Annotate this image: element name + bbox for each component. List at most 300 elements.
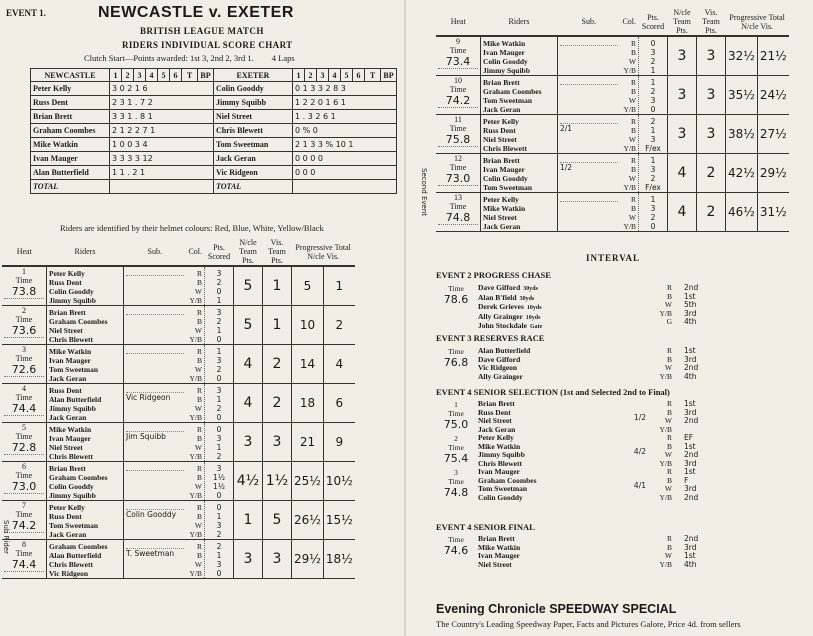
heat-sub [124,384,187,423]
selection-heat-row [436,468,756,502]
heat-time: 74.8 [438,211,478,225]
heat-rider: Ivan Mauger [49,434,91,443]
heat-time: 74.4 [4,402,44,416]
newcastle-progressive: 14 [292,345,324,384]
heat-point: F/ex [645,144,661,153]
advert-text: The Country's Leading Speedway Paper, Facts and Pictures Galore, Price 4d. from sellers [436,619,741,629]
heat-rider: Brian Brett [49,308,86,317]
heat-point: 3 [216,356,222,365]
heat-sub [124,423,187,462]
score-row [31,124,397,138]
event-rider: Niel Street [478,559,512,569]
heat-riders [481,36,558,76]
heat-points [205,306,234,345]
helmet-colour: Y/B [659,308,672,318]
heat-rider: Chris Blewett [49,452,93,461]
heat-time: 73.0 [438,172,478,186]
heat-sub-text: T. Sweetman [126,549,175,558]
heat-sub [124,501,187,540]
heat-time-label: Time [15,471,33,480]
heat-point: 2 [216,365,222,374]
event-rider: John Stockdale Gate [478,321,543,330]
rider-scores-exeter: 1 . 3 2 6 1 [293,110,397,124]
newcastle-progressive: 29½ [292,540,324,579]
heat-row [436,193,789,232]
rider-name-newcastle: Brian Brett [31,110,110,124]
event-result: 3rd [684,354,697,364]
helmet-colour: Y/B [659,458,672,468]
event-riders [476,535,566,569]
heat-cell [436,154,481,193]
visitor-progressive: 21½ [757,36,788,76]
heat-riders [47,462,124,501]
match-title: NEWCASTLE v. EXETER [98,4,294,21]
heat-points [205,266,234,306]
heat-time: 74.2 [4,519,44,533]
heat-row [436,36,789,76]
heat-rider: Colin Gooddy [49,287,94,296]
rider-name-exeter: Chris Blewett [214,124,293,138]
heat-colours [620,115,639,154]
left-page [0,0,404,636]
helmet-colour: W [194,482,202,491]
heat-rider: Russ Dent [49,278,82,287]
helmet-colour: W [628,57,636,66]
event-result: 2nd [684,363,699,372]
heat-colours [186,423,205,462]
selection-sub: 4/2 [633,446,646,456]
helmet-colour: Y/B [189,452,202,461]
helmet-colours-note: Riders are identified by their helmet colours: Red, Blue, White, Yellow/Black [60,223,324,233]
rider-name-exeter: Jimmy Squibb [214,96,293,110]
heat-number: 10 [454,76,462,85]
heat-sub-text: Colin Gooddy [126,510,177,519]
heat-point: 0 [216,491,222,500]
selection-result: 1st [684,441,696,451]
helmet-colour: Y/B [189,374,202,383]
heat-time: 72.8 [4,441,44,455]
helmet-colour: Y/B [623,144,636,153]
heat-riders [47,501,124,540]
event-time-label: Time [448,284,464,293]
heat-row [2,345,355,384]
helmet-colour: B [630,48,636,57]
selection-results [674,468,756,502]
heat-rider: Mike Watkin [49,425,92,434]
event-colours [648,284,674,332]
heat-rider: Russ Dent [483,126,516,135]
heat-row [436,115,789,154]
interval-label: INTERVAL [586,253,641,263]
visitor-team-pts: 3 [263,540,292,579]
right-page [406,0,813,636]
heat-rider: Mike Watkin [49,347,92,356]
heat-sub-text: Vic Ridgeon [126,393,171,402]
event-rider: Mike Watkin [478,542,521,552]
visitor-team-pts: 2 [263,345,292,384]
helmet-colour: B [666,441,672,451]
heat-number: 9 [456,37,460,46]
heats-table-right [436,8,789,232]
selection-result: 3rd [684,458,697,468]
heat-point: 3 [216,434,222,443]
heat-number: 11 [454,115,462,124]
heat-cell [2,462,47,501]
event-result: 2nd [684,283,699,292]
helmet-colour: W [664,450,672,459]
event-row [436,284,756,332]
event-time-cell [436,535,476,569]
heat-rider: Mike Watkin [483,204,526,213]
event-sub [566,535,648,569]
event-results [674,284,756,332]
heat-cell [436,193,481,232]
heat-sub [124,345,187,384]
heat-cell [2,423,47,462]
rider-scores-exeter: 1 2 2 0 1 6 1 [293,96,397,110]
event-time-cell [436,284,476,332]
rider-scores-newcastle: 3 3 3 3 12 [110,152,214,166]
heat-point: 1 [216,512,222,521]
heat-point: 1 [216,296,222,305]
helmet-colour: R [196,503,202,512]
heat-points [639,193,668,232]
heat-rider: Tom Sweetman [49,521,99,530]
heat-rider: Colin Gooddy [49,482,94,491]
newcastle-team-pts: 4 [234,345,263,384]
heat-rider: Jimmy Squibb [49,491,96,500]
rider-scores-exeter: 0 % 0 [293,124,397,138]
helmet-colour: R [666,399,672,408]
helmet-colour: Y/B [189,569,202,578]
heat-time-label: Time [449,46,467,55]
helmet-colour: B [630,87,636,96]
selection-sub: 4/1 [633,480,646,490]
visitor-team-pts: 2 [697,154,726,193]
heat-point: 0 [216,425,222,434]
helmet-colour: B [666,542,672,552]
heat-point: 0 [216,374,222,383]
heat-number: 7 [22,501,26,510]
event-colours [648,347,674,381]
rider-name-newcastle: Russ Dent [31,96,110,110]
selection-riders [476,400,566,434]
helmet-colour: Y/B [623,183,636,192]
event-result: 4th [684,559,697,569]
heat-point: 2 [650,174,656,183]
selection-result: EF [684,433,694,442]
helmet-colour: R [666,433,672,442]
helmet-colour: Y/B [189,296,202,305]
event-result: 3rd [684,542,697,552]
heat-time: 74.4 [4,558,44,572]
selection-rider: Niel Street [478,416,512,425]
heat-rider: Alan Butterfield [49,551,102,560]
event-rider: Alan Butterfield [478,346,531,355]
event-riders [476,347,566,381]
advert-title: Evening Chronicle SPEEDWAY SPECIAL [436,602,677,616]
helmet-colour: B [666,407,672,417]
heat-sub [124,462,187,501]
helmet-colour: Y/B [623,105,636,114]
helmet-colour: W [628,96,636,105]
score-row [31,166,397,180]
heat-number: 13 [454,193,462,202]
selection-result: 2nd [684,416,699,425]
event-result: 5th [684,300,697,309]
heat-time-label: Time [449,85,467,94]
heat-number: 5 [22,423,26,432]
heat-rider: Jack Geran [483,222,521,231]
helmet-colour: W [664,484,672,493]
heat-sub-text: 2/1 [560,124,573,133]
visitor-progressive: 29½ [757,154,788,193]
heat-point: 2 [216,542,222,551]
selection-time-label: Time [448,477,464,486]
newcastle-progressive: 18 [292,384,324,423]
heat-point: 3 [650,165,656,174]
visitor-progressive: 6 [323,384,354,423]
total-label: TOTAL [31,180,110,194]
heat-colours [620,193,639,232]
score-row [31,96,397,110]
newcastle-progressive: 26½ [292,501,324,540]
event-rider: Alan B'field 30yds [478,292,535,302]
heat-colours [186,384,205,423]
selection-result: 1st [684,399,696,408]
heat-time: 73.6 [4,324,44,338]
heat-time: 73.4 [438,55,478,69]
heat-point: 3 [216,560,222,569]
heat-points [205,423,234,462]
helmet-colour: R [196,308,202,317]
heat-rider: Graham Coombes [483,87,542,96]
event-results [674,535,756,569]
selection-rider: Graham Coombes [478,475,537,485]
heat-point: 0 [216,335,222,344]
helmet-colour: Y/B [623,66,636,75]
event-label: EVENT 1. [6,8,46,18]
heat-rider: Vic Ridgeon [49,569,89,578]
heat-point: 3 [216,386,222,395]
heat-rider: Jack Geran [49,374,87,383]
heat-point: 1 [650,195,656,204]
rider-name-exeter: Tom Sweetman [214,138,293,152]
heat-point: 0 [650,39,656,48]
event-row [436,347,756,381]
event4-table [436,400,756,502]
heat-rider: Russ Dent [49,386,82,395]
heat-rider: Niel Street [483,135,517,144]
selection-riders [476,468,566,502]
heat-point: 2 [216,317,222,326]
event-rider: Vic Ridgeon [478,363,518,372]
visitor-progressive: 24½ [757,76,788,115]
event-time: 74.6 [443,544,469,557]
heat-rider: Tom Sweetman [49,365,99,374]
heat-time-label: Time [15,315,33,324]
heat-cell [436,36,481,76]
event2-table [436,284,756,332]
heat-number: 2 [22,306,26,315]
helmet-colour: R [666,534,672,543]
event-colours [648,535,674,569]
heat-rider: Chris Blewett [483,144,527,153]
heat-riders [481,115,558,154]
selection-rider: Peter Kelly [478,433,514,442]
heat-rider: Brian Brett [49,464,86,473]
heat-row [2,384,355,423]
rider-name-exeter: Jack Geran [214,152,293,166]
newcastle-progressive: 42½ [726,154,758,193]
visitor-team-pts: 3 [697,36,726,76]
heat-point: 2 [650,57,656,66]
newcastle-team-pts: 4 [668,154,697,193]
selection-result: F [684,475,689,485]
visitor-team-pts: 3 [697,115,726,154]
score-row [31,152,397,166]
heat-row [436,76,789,115]
helmet-colour: B [196,356,202,365]
helmet-colour: R [666,346,672,355]
heat-rider: Colin Gooddy [483,57,528,66]
heat-rider: Jack Geran [49,530,87,539]
heat-cell [2,266,47,306]
heat-point: 2 [650,117,656,126]
heat-point: 3 [216,308,222,317]
helmet-colour: B [630,165,636,174]
event-rider: Derek Grieves 10yds [478,302,542,311]
selection-result: 3rd [684,484,697,493]
selection-sub: 1/2 [633,412,646,422]
helmet-colour: W [628,213,636,222]
event-result: 1st [684,346,696,355]
heats-header: Heat Riders Sub. Col. Pts. Scored N/cle Team Pts. Vis. Team Pts. Progressive Total N/cle Vis. [2,238,355,266]
heat-sub [124,266,187,306]
event-results [674,347,756,381]
newcastle-progressive: 46½ [726,193,758,232]
heat-time-label: Time [449,202,467,211]
heat-point: 2 [216,530,222,539]
event-rider: Dave Gifford [478,354,521,364]
rider-name-exeter: Niel Street [214,110,293,124]
rider-scores-newcastle: 1 0 0 3 4 [110,138,214,152]
heat-colours [186,266,205,306]
heat-colours [186,462,205,501]
newcastle-progressive: 21 [292,423,324,462]
visitor-progressive: 10½ [323,462,354,501]
selection-heat-number: 2 [454,434,458,443]
helmet-colour: Y/B [659,371,672,381]
visitor-progressive: 31½ [757,193,788,232]
selection-rider: Russ Dent [478,407,511,417]
heat-number: 4 [22,384,26,393]
heat-points [639,36,668,76]
selection-rider: Brian Brett [478,399,515,408]
heat-row [2,462,355,501]
heat-rider: Peter Kelly [49,269,85,278]
newcastle-team-pts: 4 [234,384,263,423]
helmet-colour: Y/B [623,222,636,231]
selection-rider: Jack Geran [478,424,516,434]
heat-point: 2 [216,278,222,287]
heat-point: 0 [216,569,222,578]
rider-scores-newcastle: 2 3 1 . 7 2 [110,96,214,110]
helmet-colour: R [630,39,636,48]
helmet-colour: R [196,386,202,395]
newcastle-team-pts: 3 [668,36,697,76]
visitor-progressive: 1 [323,266,354,306]
heat-point: 1 [650,66,656,75]
selection-time: 75.0 [443,418,469,431]
heat-row [436,154,789,193]
heat-point: 3 [216,464,222,473]
event-result: 4th [684,371,697,381]
rider-name-newcastle: Peter Kelly [31,82,110,96]
heat-sub-text: 1/2 [560,163,573,172]
heat-sub [558,193,621,232]
event-rider: Ally Grainger 10yds [478,311,541,321]
newcastle-team-pts: 4 [668,193,697,232]
heat-point: 1 [216,395,222,404]
heats-header-right: Heat Riders Sub. Col. Pts. Scored N/cle Team Pts. Vis. Team Pts. Progressive Total N/cle Vis. [436,8,789,36]
selection-colours [648,434,674,468]
heat-number: 6 [22,462,26,471]
heat-row [2,266,355,306]
helmet-colour: B [196,395,202,404]
heat-points [639,154,668,193]
heat-point: F/ex [645,183,661,192]
selection-results [674,434,756,468]
selection-heat-row [436,400,756,434]
visitor-team-pts: 1 [263,306,292,345]
heat-time-label: Time [449,124,467,133]
heat-riders [47,345,124,384]
selection-heat-number: 1 [454,400,458,409]
heat-row [2,501,355,540]
heat-time-label: Time [449,163,467,172]
heat-sub [558,76,621,115]
rider-scores-exeter: 0 1 3 3 2 8 3 [293,82,397,96]
helmet-colour: Y/B [189,530,202,539]
helmet-colour: W [664,300,672,309]
heat-colours [620,36,639,76]
heat-rider: Jack Geran [49,413,87,422]
heat-point: 3 [216,521,222,530]
newcastle-team-pts: 5 [234,266,263,306]
selection-time-cell [436,468,476,502]
heat-rider: Niel Street [49,443,83,452]
heat-rider: Ivan Mauger [49,356,91,365]
rider-scores-exeter: 0 0 0 0 [293,152,397,166]
helmet-colour: B [196,512,202,521]
event4-final-title: EVENT 4 SENIOR FINAL [436,522,535,532]
heat-rider: Jimmy Squibb [483,66,530,75]
helmet-colour: R [196,425,202,434]
helmet-colour: B [196,434,202,443]
selection-heat-row [436,434,756,468]
heat-points [639,115,668,154]
heat-rider: Chris Blewett [49,335,93,344]
visitor-team-pts: 3 [263,423,292,462]
heat-point: 2 [650,213,656,222]
heat-time-label: Time [15,393,33,402]
event-riders [476,284,566,332]
newcastle-team-pts: 3 [234,540,263,579]
visitor-team-pts: 5 [263,501,292,540]
newcastle-team-pts: 1 [234,501,263,540]
event-time-label: Time [448,347,464,356]
